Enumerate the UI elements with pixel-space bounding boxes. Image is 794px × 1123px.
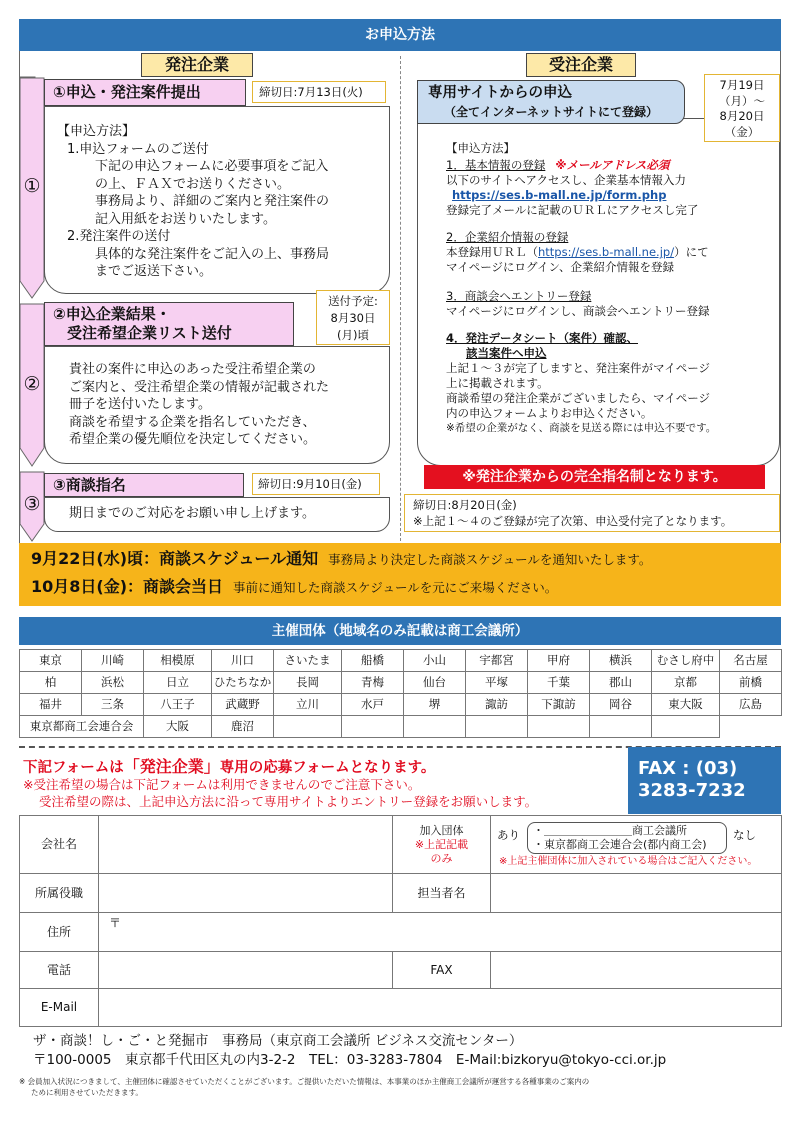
host-cell-empty xyxy=(342,716,404,738)
step2-body: 貴社の案件に申込のあった受注希望企業の ご案内と、受注希望企業の情報が記載された 冊子を送付いたします。 商談を希望する企業を指名していただき、 希望企業の優先順位を決定してください。 xyxy=(44,346,390,464)
step-number-3: ③ xyxy=(23,493,41,515)
process-arrow-icon xyxy=(19,76,45,542)
host-cell: 東京 xyxy=(20,650,82,672)
section-title: お申込方法 xyxy=(19,19,781,51)
member-selection[interactable] xyxy=(491,816,782,874)
host-cell-empty xyxy=(590,716,652,738)
form-heading: 下記フォームは「発注企業」専用の応募フォームとなります。 xyxy=(23,757,436,776)
host-cell: 岡谷 xyxy=(590,694,652,716)
host-cell: 川口 xyxy=(212,650,274,672)
host-cell: 八王子 xyxy=(144,694,212,716)
mypage-url-link[interactable]: https://ses.b-mall.ne.jp/ xyxy=(538,245,675,259)
postal-mark: 〒 xyxy=(109,916,122,930)
person-input[interactable] xyxy=(491,874,782,913)
host-cell: 甲府 xyxy=(528,650,590,672)
host-cell: 水戸 xyxy=(342,694,404,716)
host-cell: 浜松 xyxy=(82,672,144,694)
host-cell: 長岡 xyxy=(274,672,342,694)
person-label: 担当者名 xyxy=(393,874,491,913)
footer-privacy-note-1: ※ 会員加入状況につきまして、主催団体に確認させていただくことがございます。ご提供いただいた情報は、本事業のほか主催商工会議所が運営する各種事業のご案内の xyxy=(19,1077,590,1086)
form-note-2: 受注希望の際は、上記申込方法に沿って専用サイトよりエントリー登録をお願いします。 xyxy=(39,794,538,809)
fax-label: FAX xyxy=(393,952,491,989)
position-label: 所属役職 xyxy=(20,874,99,913)
host-cell: 相模原 xyxy=(144,650,212,672)
host-cell: 名古屋 xyxy=(720,650,782,672)
host-cell: 諏訪 xyxy=(466,694,528,716)
column-divider xyxy=(400,56,401,541)
host-cell: 横浜 xyxy=(590,650,652,672)
member-chamber-option[interactable]: ・＿＿＿＿＿＿＿＿商工会議所 xyxy=(533,824,687,837)
host-cell-empty xyxy=(404,716,466,738)
receiver-period: 7月19日 （月）～ 8月20日 （金） xyxy=(704,74,780,142)
form-table xyxy=(19,815,782,1027)
host-cell: 千葉 xyxy=(528,672,590,694)
host-cell: 福井 xyxy=(20,694,82,716)
step-number-2: ② xyxy=(23,373,41,395)
host-cell: 大阪 xyxy=(144,716,212,738)
host-cell: さいたま xyxy=(274,650,342,672)
host-cell-empty xyxy=(274,716,342,738)
host-cell: 船橋 xyxy=(342,650,404,672)
host-cell: 広島 xyxy=(720,694,782,716)
position-input[interactable] xyxy=(99,874,393,913)
schedule-event-day: 10月8日(金)：商談会当日 事前に通知した商談スケジュールを元にご来場ください。 xyxy=(31,577,558,596)
company-input[interactable] xyxy=(99,816,393,874)
footer-organizer: ザ・商談！し・ご・と発掘市 事務局（東京商工会議所 ビジネス交流センター） xyxy=(33,1033,523,1049)
fax-number-box: FAX : (03) 3283-7232 xyxy=(628,747,781,814)
host-cell: 柏 xyxy=(20,672,82,694)
step1-deadline: 締切日:7月13日(火) xyxy=(252,81,386,103)
footer-contact: 〒100-0005 東京都千代田区丸の内3-2-2 TEL：03-3283-7804 E-Mail:bizkoryu@tokyo-cci.or.jp xyxy=(33,1052,667,1068)
member-yes-option[interactable]: あり xyxy=(497,828,520,842)
step1-title: ①申込・発注案件提出 xyxy=(44,79,246,106)
host-cell-empty xyxy=(466,716,528,738)
host-cell: 仙台 xyxy=(404,672,466,694)
host-cell: 郡山 xyxy=(590,672,652,694)
email-input[interactable] xyxy=(99,989,782,1027)
orderer-label: 発注企業 xyxy=(141,53,253,77)
host-cell: 宇都宮 xyxy=(466,650,528,672)
host-cell: 青梅 xyxy=(342,672,404,694)
step2-title: ②申込企業結果・ 受注希望企業リスト送付 xyxy=(44,302,294,346)
receiver-deadline: 締切日:8月20日(金) ※上記１～４のご登録が完了次第、申込受付完了となります。 xyxy=(404,494,780,532)
host-cell: 堺 xyxy=(404,694,466,716)
member-label: 加入団体 ※上記記載 のみ xyxy=(393,816,491,874)
member-federation-option[interactable]: ・東京都商工会連合会(都内商工会) xyxy=(533,838,707,851)
host-cell: ひたちなか xyxy=(212,672,274,694)
phone-input[interactable] xyxy=(99,952,393,989)
host-cell: むさし府中 xyxy=(652,650,720,672)
schedule-notice: 9月22日(水)頃：商談スケジュール通知 事務局より決定した商談スケジュールを通知いたします。 xyxy=(31,549,652,568)
member-no-option[interactable]: なし xyxy=(733,828,756,842)
host-cell: 立川 xyxy=(274,694,342,716)
company-label: 会社名 xyxy=(20,816,99,874)
address-label: 住所 xyxy=(20,913,99,952)
address-input[interactable] xyxy=(99,913,782,952)
receiver-label: 受注企業 xyxy=(526,53,636,77)
host-cell: 京都 xyxy=(652,672,720,694)
step-number-1: ① xyxy=(23,175,41,197)
host-cell: 三条 xyxy=(82,694,144,716)
receiver-body: 【申込方法】 1．基本情報の登録 ※メールアドレス必須 以下のサイトへアクセスし、企業基本情報入力 https://ses.b-mall.ne.jp/form.php 登録完了メールに記載のＵＲＬにアクセスし完了 2．企業紹介情報の登録 本登録用ＵＲＬ（https://ses.b-mall.ne.jp/）にて マイページにログイン、企業紹介情報を登録 3．商談会へエントリー登録 マイページにログインし、商談会へエントリー登録 4．発注データシート（案件）確認、 該当案件へ申込 上記１～３が完了しますと、発注案件がマイページ 上に掲載されます。 商談希望の発注企業がございましたら、マイページ 内の申込フォームよりお申込ください。 ※希望の企業がなく、商談を見送る際には申込不要です。 xyxy=(417,118,780,466)
hosts-title: 主催団体（地域名のみ記載は商工会議所） xyxy=(19,617,781,645)
host-cell: 鹿沼 xyxy=(212,716,274,738)
host-cell: 前橋 xyxy=(720,672,782,694)
member-warning: ※上記主催団体に加入されている場合はご記入ください。 xyxy=(499,856,758,867)
step3-body: 期日までのご対応をお願い申し上げます。 xyxy=(44,497,390,532)
step3-deadline: 締切日:9月10日(金) xyxy=(252,473,380,495)
host-cell-empty xyxy=(652,716,720,738)
step1-body: 【申込方法】 1.申込フォームのご送付 下記の申込フォームに必要事項をご記入 の上、ＦＡＸでお送りください。 事務局より、詳細のご案内と発注案件の 記入用紙をお送りいたします。 2.発注案件の送付 具体的な発注案件をご記入の上、事務局 までご返送下さい。 xyxy=(44,106,390,294)
receiver-title: 専用サイトからの申込 （全てインターネットサイトにて登録） xyxy=(417,80,685,124)
schedule-band xyxy=(19,543,781,606)
fax-input[interactable] xyxy=(491,952,782,989)
footer-privacy-note-2: ために利用させていただきます。 xyxy=(31,1088,143,1097)
step3-title: ③商談指名 xyxy=(44,473,244,497)
host-cell: 下諏訪 xyxy=(528,694,590,716)
step2-deadline: 送付予定: 8月30日 (月)頃 xyxy=(316,290,390,345)
host-cell: 平塚 xyxy=(466,672,528,694)
host-cell: 川崎 xyxy=(82,650,144,672)
form-url-link[interactable]: https://ses.b-mall.ne.jp/form.php xyxy=(452,188,667,202)
email-label: E-Mail xyxy=(20,989,99,1027)
form-note-1: ※受注希望の場合は下記フォームは利用できませんのでご注意下さい。 xyxy=(23,777,421,792)
host-cell: 武蔵野 xyxy=(212,694,274,716)
host-cell-empty xyxy=(528,716,590,738)
host-cell: 東大阪 xyxy=(652,694,720,716)
phone-label: 電話 xyxy=(20,952,99,989)
host-cell: 小山 xyxy=(404,650,466,672)
red-banner: ※発注企業からの完全指名制となります。 xyxy=(424,465,765,489)
host-cell: 東京都商工会連合会 xyxy=(20,716,144,738)
hosts-table xyxy=(19,649,782,738)
host-cell: 日立 xyxy=(144,672,212,694)
